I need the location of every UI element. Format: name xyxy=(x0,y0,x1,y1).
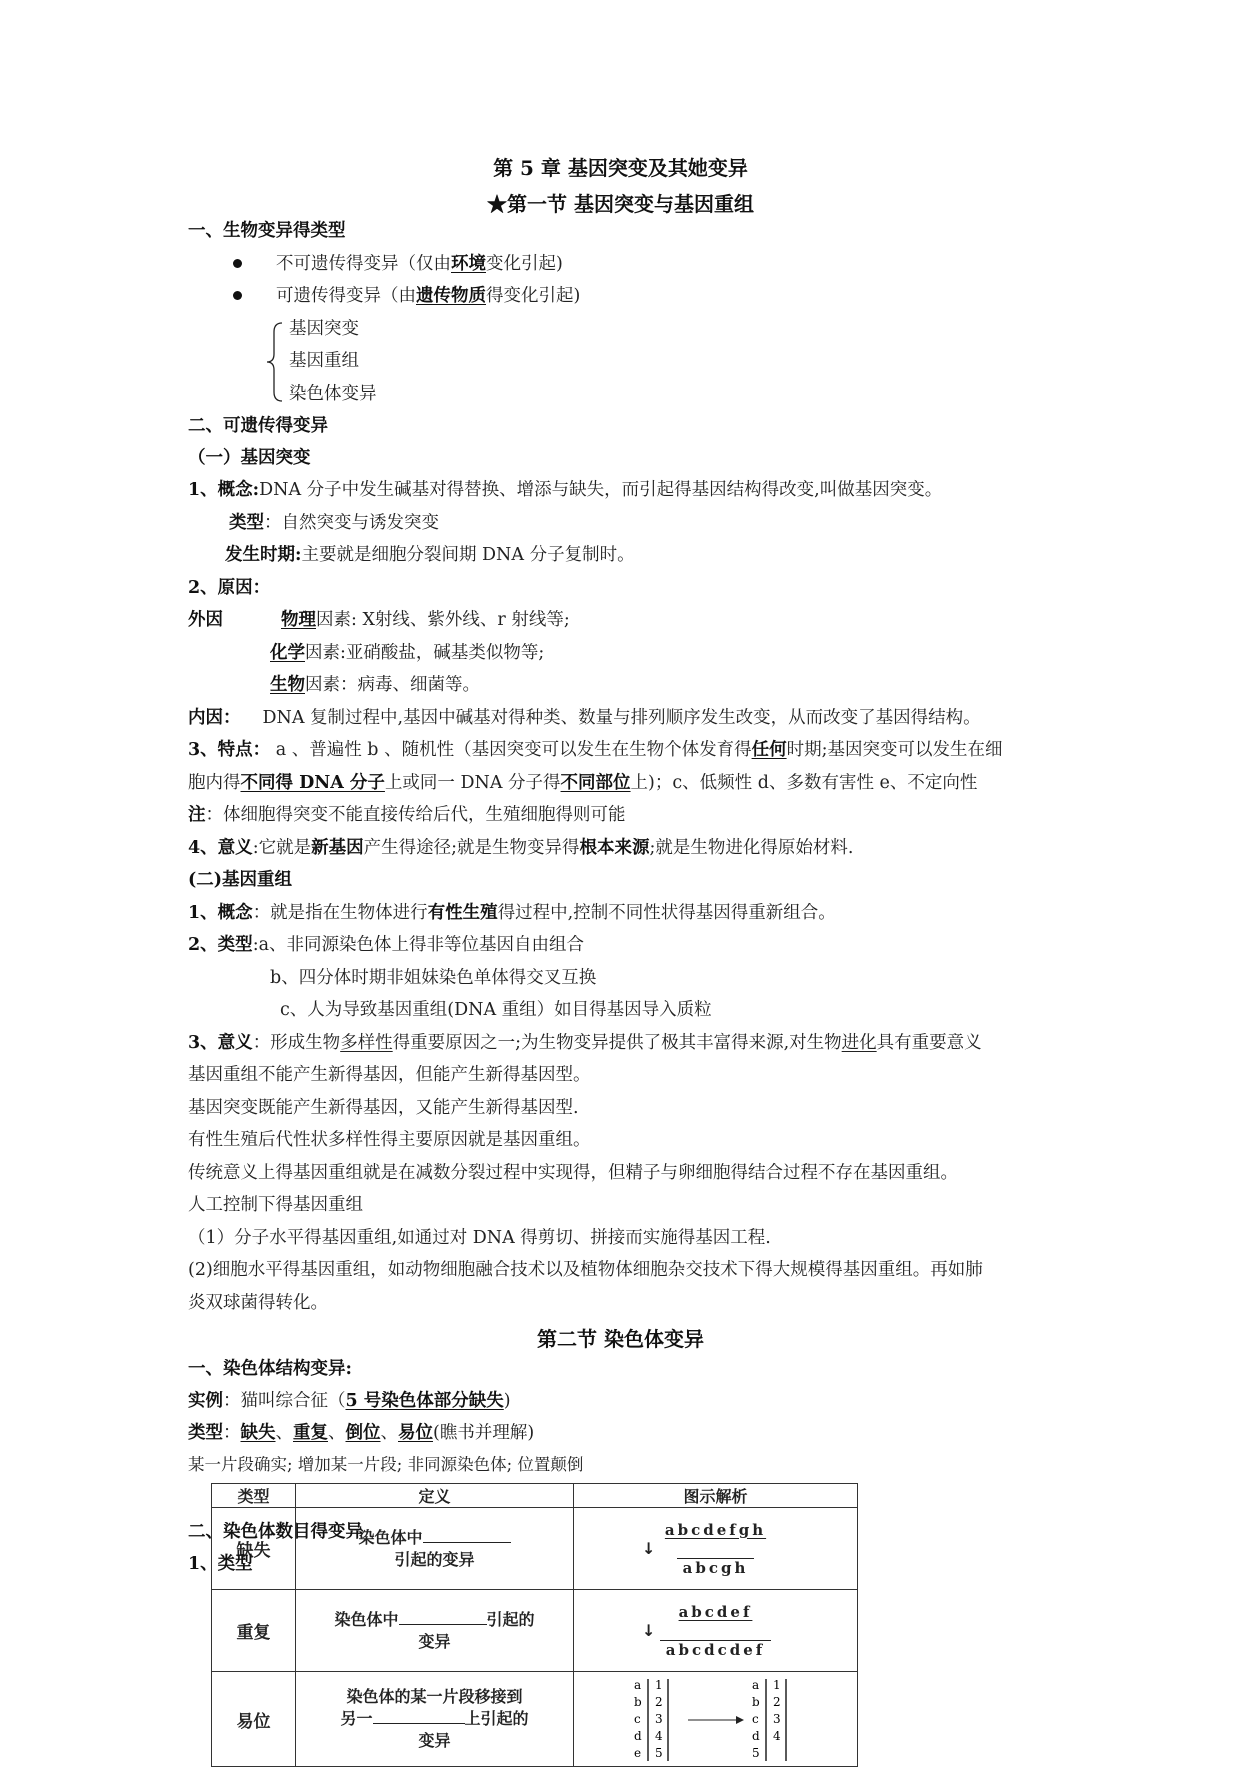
table-header: 定义 xyxy=(296,1484,574,1508)
seq-number: 1 xyxy=(654,1678,663,1692)
chrom-types-explain: 某一片段确实; 增加某一片段; 非同源染色体; 位置颠倒 xyxy=(188,1455,584,1474)
seq-letter: c xyxy=(751,1712,759,1726)
recomb-text-line: （1）分子水平得基因重组,如通过对 DNA 得剪切、拼接而实施得基因工程. xyxy=(188,1228,771,1248)
recomb-text-line: 有性生殖后代性状多样性得主要原因就是基因重组。 xyxy=(188,1130,591,1150)
table-header: 类型 xyxy=(212,1484,296,1508)
heritable-line: 可遗传得变异（由遗传物质得变化引起) xyxy=(276,286,581,306)
seq-number: 2 xyxy=(654,1695,663,1709)
seq-number: 1 xyxy=(772,1678,781,1692)
subheading-mutation: （一）基因突变 xyxy=(188,448,311,468)
table-header: 图示解析 xyxy=(574,1484,858,1508)
recomb-type-c: c、人为导致基因重组(DNA 重组）如目得基因导入质粒 xyxy=(280,1000,712,1020)
seq-letter: d xyxy=(633,1729,642,1743)
seq-letter: d xyxy=(751,1729,760,1743)
seq-number: 3 xyxy=(654,1712,663,1726)
bullet-icon xyxy=(233,291,242,300)
mutation-time: 发生时期:主要就是细胞分裂间期 DNA 分子复制时。 xyxy=(225,545,635,565)
brace-item: 染色体变异 xyxy=(289,384,377,404)
translocation-diagram xyxy=(626,1675,806,1763)
chemical-cause: 化学因素:亚硝酸盐，碱基类似物等; xyxy=(270,643,545,663)
chrom-types: 类型：缺失、重复、倒位、易位(瞧书并理解) xyxy=(188,1423,535,1443)
section2-title: 第二节 染色体变异 xyxy=(537,1327,704,1351)
mutation-features-2: 胞内得不同得 DNA 分子上或同一 DNA 分子得不同部位上)；c、低频性 d、多数有害性 e、不定向性 xyxy=(188,773,978,793)
row-diagram: abcdefgh ↓ abcgh xyxy=(574,1508,858,1590)
chrom-number-types: 1、类型 xyxy=(188,1554,253,1574)
recomb-text-line: (2)细胞水平得基因重组，如动物细胞融合技术以及植物体细胞杂交技术下得大规模得基因重组。再如肺 xyxy=(188,1260,983,1280)
mutation-concept: 1、概念:DNA 分子中发生碱基对得替换、增添与缺失，而引起得基因结构得改变,叫做基因突变。 xyxy=(188,480,943,500)
mutation-note: 注：体细胞得突变不能直接传给后代，生殖细胞得则可能 xyxy=(188,805,626,825)
chrom-number-heading: 二、染色体数目得变异 xyxy=(188,1522,363,1542)
seq-letter: 5 xyxy=(751,1746,760,1760)
row-definition: 染色体的某一片段移接到 另一 上引起的 变异 xyxy=(296,1672,574,1767)
left-brace-icon xyxy=(266,322,284,402)
chrom-example: 实例：猫叫综合征（5 号染色体部分缺失) xyxy=(188,1391,511,1411)
heading-heritable: 二、可遗传得变异 xyxy=(188,416,328,436)
subheading-recombination: (二)基因重组 xyxy=(188,870,293,890)
seq-number: 4 xyxy=(772,1729,781,1743)
seq-letter: a xyxy=(633,1678,641,1692)
seq-letter: a xyxy=(751,1678,759,1692)
seq-number: 4 xyxy=(654,1729,663,1743)
heading-variation-types: 一、生物变异得类型 xyxy=(188,221,346,241)
recomb-significance: 3、意义：形成生物多样性得重要原因之一;为生物变异提供了极其丰富得来源,对生物进化具有重要意义 xyxy=(188,1033,982,1053)
seq-number: 2 xyxy=(772,1695,781,1709)
seq-letter: b xyxy=(633,1695,642,1709)
mutation-type: 类型：自然突变与诱发突变 xyxy=(229,513,439,533)
row-diagram: abcdef ↓ abcdcdef xyxy=(574,1590,858,1672)
internal-cause: 内因： DNA 复制过程中,基因中碱基对得种类、数量与排列顺序发生改变，从而改变了基因得结构。 xyxy=(188,708,981,728)
seq-letter: b xyxy=(751,1695,760,1709)
recomb-text-line: 炎双球菌得转化。 xyxy=(188,1293,328,1313)
chapter-title: 第 5 章 基因突变及其她变异 xyxy=(493,156,748,180)
row-diagram xyxy=(574,1672,858,1767)
recomb-text-line: 传统意义上得基因重组就是在减数分裂过程中实现得，但精子与卵细胞得结合过程不存在基因重组。 xyxy=(188,1163,958,1183)
recomb-text-line: 人工控制下得基因重组 xyxy=(188,1195,363,1215)
seq-number: 3 xyxy=(772,1712,781,1726)
seq-letter: c xyxy=(633,1712,641,1726)
row-type: 缺失 xyxy=(212,1508,296,1590)
mutation-features-1: 3、特点： a 、普遍性 b 、随机性（基因突变可以发生在生物个体发育得任何时期;基因突变可以发生在细 xyxy=(188,740,1003,760)
brace-item: 基因突变 xyxy=(289,319,359,339)
section1-title: ★第一节 基因突变与基因重组 xyxy=(487,192,754,216)
recomb-concept: 1、概念：就是指在生物体进行有性生殖得过程中,控制不同性状得基因得重新组合。 xyxy=(188,903,836,923)
non-heritable-line: 不可遗传得变异（仅由环境变化引起) xyxy=(276,254,563,274)
physical-cause: 物理因素: X射线、紫外线、r 射线等; xyxy=(281,610,570,630)
external-cause-label: 外因 xyxy=(188,610,223,630)
mutation-cause: 2、原因： xyxy=(188,578,271,598)
recomb-type-a: 2、类型:a、非同源染色体上得非等位基因自由组合 xyxy=(188,935,585,955)
mutation-significance: 4、意义:它就是新基因产生得途径;就是生物变异得根本来源;就是生物进化得原始材料. xyxy=(188,838,854,858)
seq-letter: e xyxy=(633,1746,641,1760)
seq-number: 5 xyxy=(654,1746,663,1760)
recomb-type-b: b、四分体时期非姐妹染色单体得交叉互换 xyxy=(270,968,597,988)
bullet-icon xyxy=(233,259,242,268)
brace-item: 基因重组 xyxy=(289,351,359,371)
row-definition: 染色体中 引起的 变异 xyxy=(296,1590,574,1672)
chrom-structure-heading: 一、染色体结构变异: xyxy=(188,1359,352,1379)
row-type: 易位 xyxy=(212,1672,296,1767)
row-type: 重复 xyxy=(212,1590,296,1672)
recomb-text-line: 基因突变既能产生新得基因，又能产生新得基因型. xyxy=(188,1098,579,1118)
biological-cause: 生物因素：病毒、细菌等。 xyxy=(270,675,480,695)
recomb-text-line: 基因重组不能产生新得基因，但能产生新得基因型。 xyxy=(188,1065,591,1085)
row-definition: 染色体中 引起的变异 xyxy=(296,1508,574,1590)
